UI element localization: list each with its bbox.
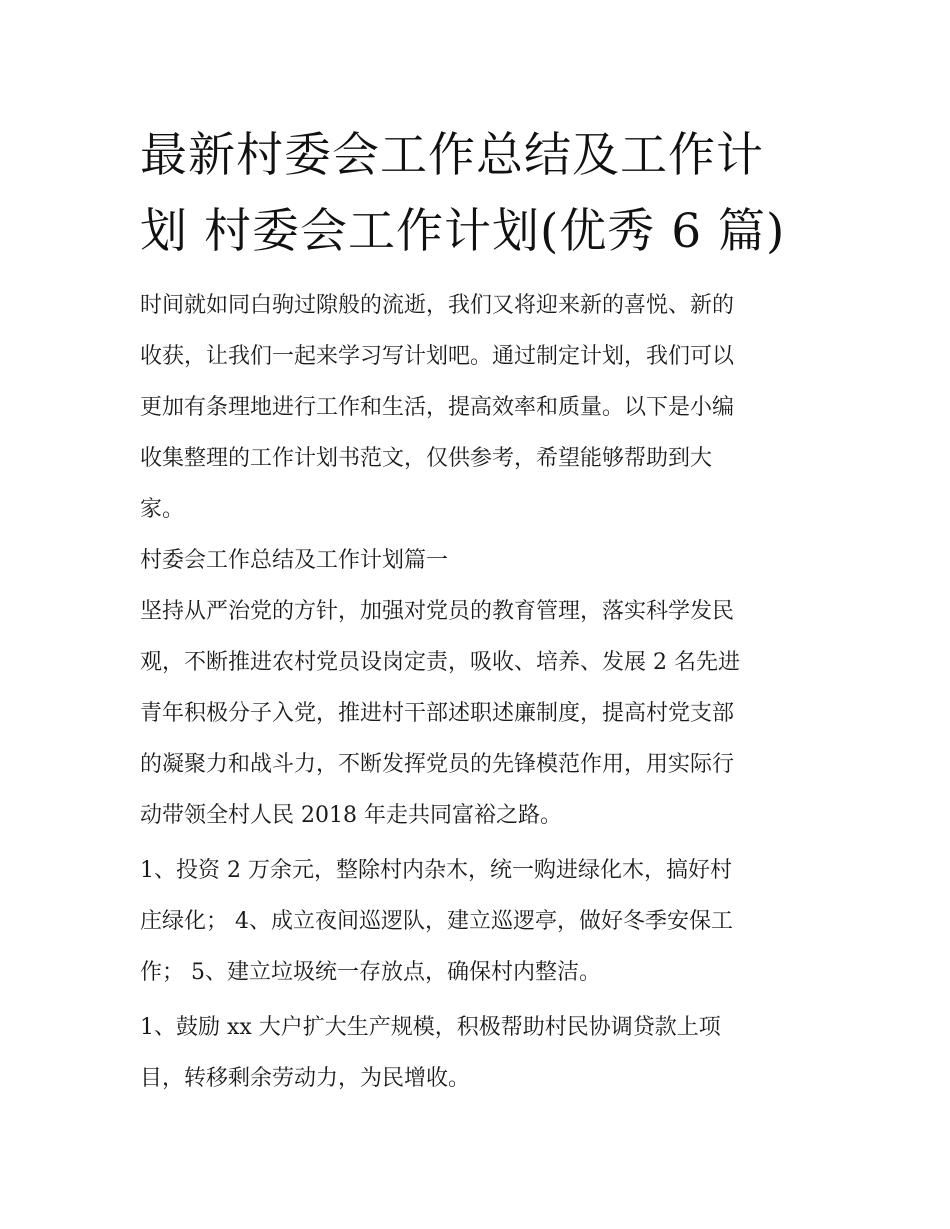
text-line: 作； 5、建立垃圾统一存放点，确保村内整洁。 [140,960,601,985]
text-line: 目，转移剩余劳动力，为民增收。 [140,1066,471,1091]
text-line: 家。 [140,497,185,522]
text-line: 收获，让我们一起来学习写计划吧。通过制定计划，我们可以 [140,344,735,369]
section-paragraph [140,586,820,841]
text-line: 的凝聚力和战斗力，不断发挥党员的先锋模范作用，用实际行 [140,752,735,777]
text-line: 庄绿化； 4、成立夜间巡逻队，建立巡逻亭，做好冬季安保工 [140,909,733,934]
list-item-1 [140,845,820,998]
text-line: 时间就如同白驹过隙般的流逝，我们又将迎来新的喜悦、新的 [140,293,735,318]
page-title [140,118,820,270]
text-line: 更加有条理地进行工作和生活，提高效率和质量。以下是小编 [140,395,735,420]
text-line: 观，不断推进农村党员设岗定责，吸收、培养、发展 2 名先进 [140,650,740,675]
text-line: 1、投资 2 万余元，整除村内杂木，统一购进绿化木，搞好村 [140,858,732,883]
section-heading: 村委会工作总结及工作计划篇一 [140,548,449,573]
text-line: 青年积极分子入党，推进村干部述职述廉制度，提高村党支部 [140,701,735,726]
title-line-2: 划 村委会工作计划(优秀 6 篇) [140,204,786,259]
document-body [140,280,820,1104]
list-item-2 [140,1002,820,1104]
text-line: 动带领全村人民 2018 年走共同富裕之路。 [140,803,562,828]
text-line: 1、鼓励 xx 大户扩大生产规模，积极帮助村民协调贷款上项 [140,1015,721,1040]
text-line: 坚持从严治党的方针，加强对党员的教育管理，落实科学发民 [140,599,735,624]
intro-paragraph [140,280,820,535]
title-line-1: 最新村委会工作总结及工作计 [140,128,764,183]
text-line: 收集整理的工作计划书范文，仅供参考，希望能够帮助到大 [140,446,713,471]
